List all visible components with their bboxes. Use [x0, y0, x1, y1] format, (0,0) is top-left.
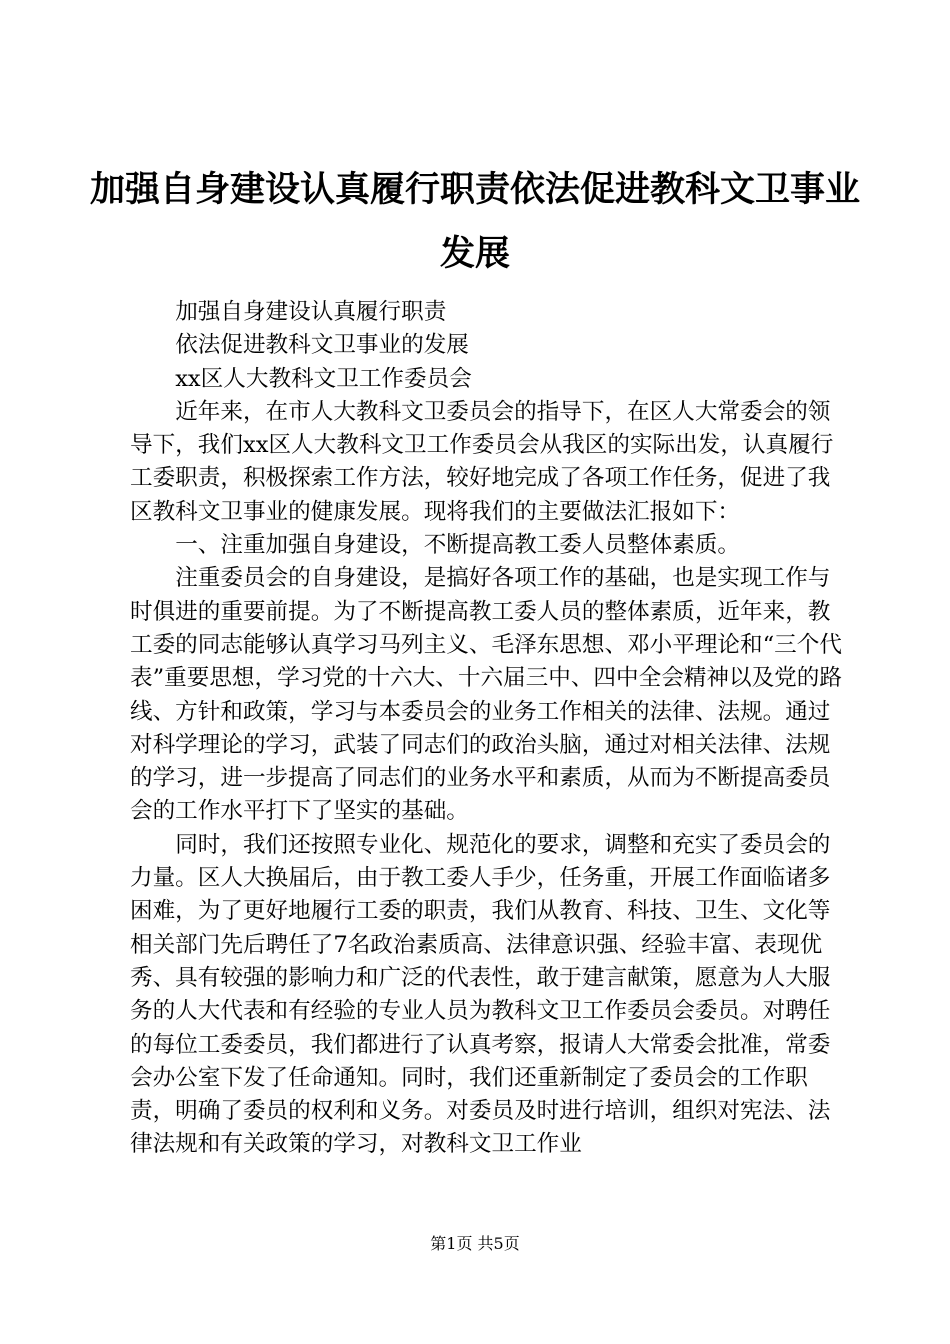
subtitle-line-2: 依法促进教科文卫事业的发展: [175, 332, 469, 359]
body-paragraph: 同时，我们还按照专业化、规范化的要求，调整和充实了委员会的力量。区人大换届后，由于教工委人手少，任务重，开展工作面临诸多困难，为了更好地履行工委的职责，我们从教育、科技、卫生、文化等相关部门先后聘任了7名政治素质高、法律意识强、经验丰富、表现优秀、具有较强的影响力和广泛的代表性，敢于建言献策，愿意为人大服务的人大代表和有经验的专业人员为教科文卫工作委员会委员。对聘任的每位工委委员，我们都进行了认真考察，报请人大常委会批准，常委会办公室下发了任命通知。同时，我们还重新制定了委员会的工作职责，明确了委员的权利和义务。对委员及时进行培训，组织对宪法、法律法规和有关政策的学习，对教科文卫工作业: [130, 831, 831, 1158]
document-title: 加强自身建设认真履行职责依法促进教科文卫事业发展: [89, 169, 860, 274]
body-paragraph: 注重委员会的自身建设，是搞好各项工作的基础，也是实现工作与时俱进的重要前提。为了不断提高教工委人员的整体素质，近年来，教工委的同志能够认真学习马列主义、毛泽东思想、邓小平理论和“三个代表”重要思想，学习党的十六大、十六届三中、四中全会精神以及党的路线、方针和政策，学习与本委员会的业务工作相关的法律、法规。通过对科学理论的学习，武装了同志们的政治头脑，通过对相关法律、法规的学习，进一步提高了同志们的业务水平和素质，从而为不断提高委员会的工作水平打下了坚实的基础。: [130, 565, 842, 825]
section-heading: 一、注重加强自身建设，不断提高教工委人员整体素质。: [175, 532, 741, 559]
subtitle-line-1: 加强自身建设认真履行职责: [175, 299, 447, 325]
page-footer: 第1页 共5页: [430, 1234, 520, 1253]
author-line: xx区人大教科文卫工作委员会: [175, 365, 472, 392]
body-paragraph: 近年来，在市人大教科文卫委员会的指导下，在区人大常委会的领导下，我们xx区人大教科文卫工作委员会从我区的实际出发，认真履行工委职责，积极探索工作方法，较好地完成了各项工作任务，促进了我区教科文卫事业的健康发展。现将我们的主要做法汇报如下：: [130, 398, 834, 525]
document-body: [130, 296, 850, 1162]
